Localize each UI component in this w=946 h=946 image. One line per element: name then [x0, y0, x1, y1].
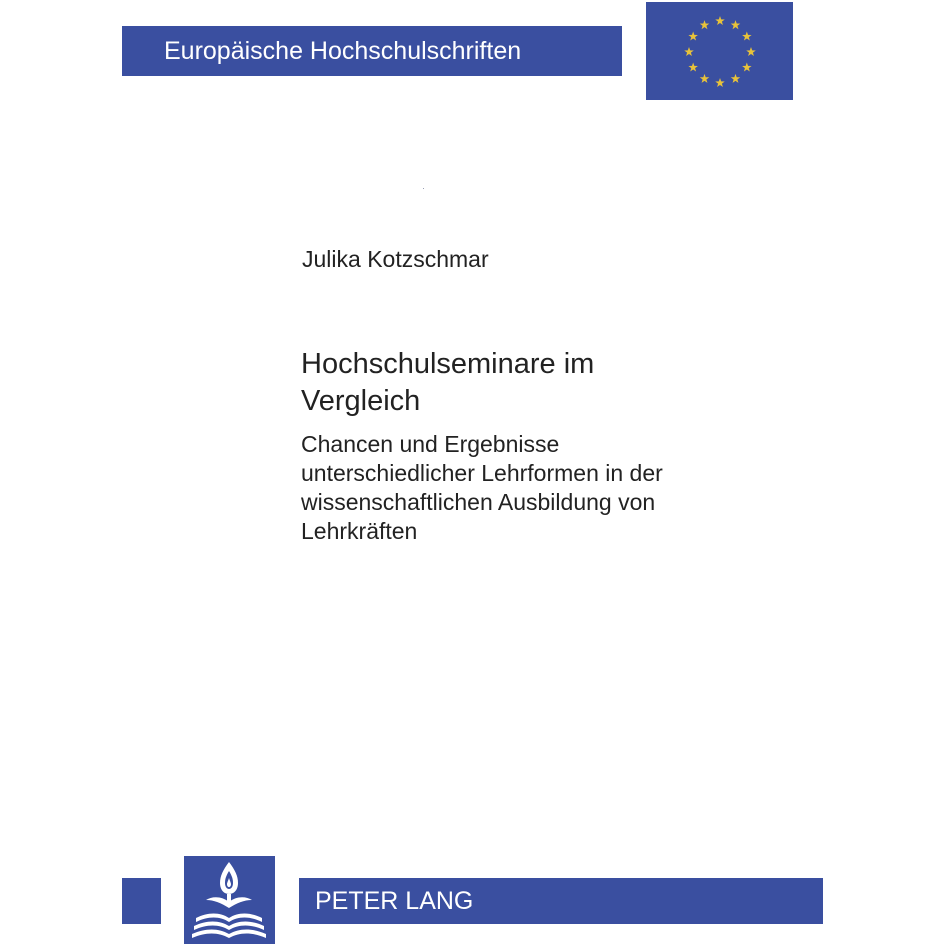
eu-star-icon: [731, 20, 741, 29]
publisher-name: PETER LANG: [315, 887, 474, 915]
eu-star-icon: [688, 63, 698, 72]
eu-star-icon: [700, 20, 710, 29]
book-title-line: Vergleich: [301, 385, 421, 417]
book-subtitle-line: Lehrkräften: [301, 518, 418, 544]
eu-star-icon: [715, 78, 725, 87]
eu-star-icon: [700, 74, 710, 83]
decorative-block: [122, 878, 161, 924]
peter-lang-logo-icon: [184, 856, 275, 944]
book-title-line: Hochschulseminare im: [301, 348, 595, 380]
eu-star-icon: [742, 63, 752, 72]
book-title: [301, 346, 721, 420]
author-name: Julika Kotzschmar: [302, 246, 489, 272]
eu-star-icon: [688, 32, 698, 41]
series-banner: [122, 26, 622, 76]
eu-star-icon: [742, 32, 752, 41]
series-title: Europäische Hochschulschriften: [164, 37, 522, 65]
eu-star-icon: [746, 47, 756, 56]
eu-star-icon: [731, 74, 741, 83]
eu-star-icon: [684, 47, 694, 56]
publisher-banner: [299, 878, 823, 924]
eu-flag-icon: [646, 2, 793, 100]
eu-star-icon: [715, 16, 725, 25]
book-subtitle-line: Chancen und Ergebnisse: [301, 431, 560, 457]
speck: [423, 188, 424, 189]
book-subtitle: [301, 430, 731, 546]
book-subtitle-line: unterschiedlicher Lehrformen in der: [301, 460, 663, 486]
book-subtitle-line: wissenschaftlichen Ausbildung von: [301, 489, 656, 515]
